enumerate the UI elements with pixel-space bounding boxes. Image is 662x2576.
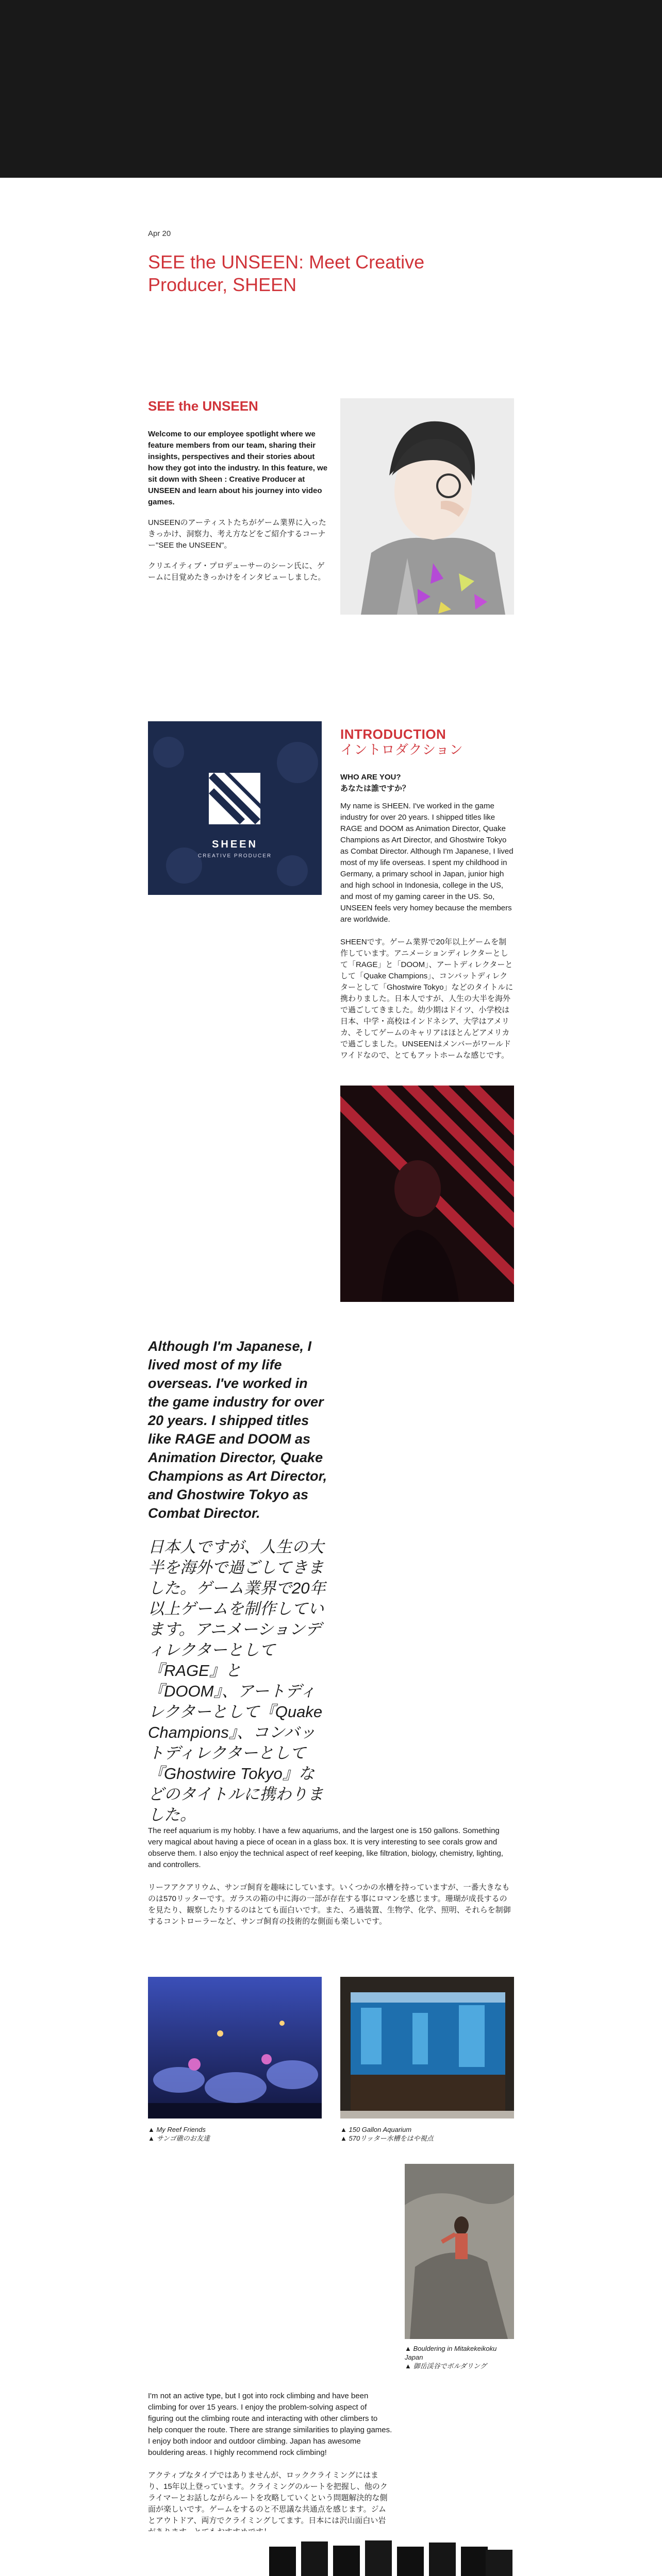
climbing-photo xyxy=(405,2164,514,2339)
caption-reef-jp: ▲ サンゴ礁のお友達 xyxy=(148,2134,210,2142)
climbing-text-en: I'm not an active type, but I got into rock climbing and have been climbing for over 15 years. I enjoy the problem-solving aspect of figuring out the climbing route and interacting with other climbers to help conquer the route. There are strange similarities to playing games. I enjoy both indoor and outdoor climbing. Japan has awesome bouldering areas. I highly recommend rock climbing! xyxy=(148,2392,392,2457)
section-heading-introduction xyxy=(340,726,514,757)
question-1-jp: あなたは誰ですか？ xyxy=(340,784,410,793)
portrait-photo xyxy=(340,1086,514,1302)
caption-climb-en: ▲ Bouldering in Mitakekeikoku Japan xyxy=(405,2345,497,2361)
aquarium-caption xyxy=(340,2125,514,2143)
pull-quote-column xyxy=(148,1337,328,1825)
reef-section xyxy=(148,1825,514,1927)
reef-photo xyxy=(148,1977,322,2119)
article-date: Apr 20 xyxy=(148,229,171,238)
logo-subtitle: CREATIVE PRODUCER xyxy=(197,853,272,859)
introduction-section xyxy=(340,726,514,1061)
tea-photo xyxy=(148,2531,514,2576)
caption-climb-jp: ▲ 御岳渓谷でボルダリング xyxy=(405,2362,487,2370)
climbing-section xyxy=(148,2391,393,2538)
reef-caption xyxy=(148,2125,322,2143)
answer-1-jp: SHEENです。ゲーム業界で20年以上ゲームを制作しています。アニメーションディレクターとして「RAGE」と「DOOM」、アートディレクターとして「Quake Champions」、コンバットディレクターとして「Ghostwire Tokyo」などのタイトルに携わりました。日本人ですが、人生の大半を海外で過ごしてきました。幼少期はドイツ、小学校は日本、中学・高校はインドネシア、大学はアメリカ、そしてゲームのキャリアはほとんどアメリカで過ごしました。UNSEENはメンバーがワールドワイドなので、とてもアットホームな感じです。 xyxy=(340,938,514,1060)
intro-lead: Welcome to our employee spotlight where we feature members from our team, sharing their insights, perspectives and their stories about how they got into the industry. In this feature, we sit down with Sheen : Creative Producer at UNSEEN and learn about his journey into video games. xyxy=(148,430,328,506)
site-header-bar xyxy=(0,0,662,178)
pull-quote-en: Although I'm Japanese, I lived most of my life overseas. I've worked in the game industry for over 20 years. I shipped titles like RAGE and DOOM as Animation Director, Quake Champions as Art Director, and Ghostwire Tokyo as Combat Director. xyxy=(148,1338,327,1521)
intro-heading: SEE the UNSEEN xyxy=(148,398,258,414)
intro-jp-2: クリエイティブ・プロデューサーのシーン氏に、ゲームに目覚めたきっかけをインタビューしました。 xyxy=(148,562,326,582)
answer-1-en: My name is SHEEN. I've worked in the game industry for over 20 years. I shipped titles like RAGE and DOOM as Animation Director, Quake Champions as Art Director, and Ghostwire Tokyo as Combat Director. Although I'm Japanese, I lived most of my life overseas. I spent my childhood in Germany, a primary school in Japan, junior high and high school in Indonesia, college in the US, and most of my gaming career in the US. So, UNSEEN feels very homey because the members are worldwide. xyxy=(340,802,514,924)
aquarium-photo xyxy=(340,1977,514,2119)
section-heading-jp: イントロダクション xyxy=(340,742,463,757)
portrait-illustration xyxy=(340,398,514,615)
article-title: SEE the UNSEEN: Meet Creative Producer, SHEEN xyxy=(148,251,425,295)
pull-quote-jp: 日本人ですが、人生の大半を海外で過ごしてきました。ゲーム業界で20年以上ゲームを制作しています。アニメーションディレクターとして『RAGE』と『DOOM』、アートディレクターとして『Quake Champions』、コンバットディレクターとして『Ghostwire Tokyo』などのタイトルに携わりました。 xyxy=(148,1538,326,1824)
sheen-logo-image xyxy=(148,721,322,895)
caption-reef-en: ▲ My Reef Friends xyxy=(148,2126,206,2133)
reef-text-jp: リーフアクアリウム、サンゴ飼育を趣味にしています。いくつかの水槽を持っていますが、一番大きなものは570リッターです。ガラスの箱の中に海の一部が存在する事にロマンを感じます。珊瑚が成長するのを見たり、観察したりするのはとても面白いです。また、ろ過装置、生物学、化学、照明、それらを制御するコントローラーなど、サンゴ飼育の技術的な側面も楽しいです。 xyxy=(148,1883,511,1926)
caption-tank-en: ▲ 150 Gallon Aquarium xyxy=(340,2126,412,2133)
caption-tank-jp: ▲ 570リッター水槽をはや視点 xyxy=(340,2134,434,2142)
logo-name: SHEEN xyxy=(212,839,258,850)
reef-text-en: The reef aquarium is my hobby. I have a few aquariums, and the largest one is 150 gallons. Something very magical about having a piece of ocean in a glass box. It is very interesting to see corals grow and observe them. I also enjoy the technical aspect of reef keeping, like filtration, biology, chemistry, lighting, and controllers. xyxy=(148,1826,503,1869)
intro-jp-1: UNSEENのアーティストたちがゲーム業界に入ったきっかけ、洞察力、考え方などをご紹介するコーナー"SEE the UNSEEN"。 xyxy=(148,518,326,550)
question-1-en: WHO ARE YOU? xyxy=(340,773,401,782)
intro-text-column xyxy=(148,398,328,583)
climbing-caption xyxy=(405,2344,514,2370)
climbing-text-jp: アクティブなタイプではありませんが、ロッククライミングにはまり、15年以上登っています。クライミングのルートを把握し、他のクライマーとお話しながらルートを攻略していくという問題解決的な側面が楽しいです。ゲームをするのと不思議な共通点を感じます。ジムとアウトドア、両方でクライミングしてます。日本には沢山面白い岩 xyxy=(148,2471,388,2525)
section-heading-en: INTRODUCTION xyxy=(340,726,446,742)
